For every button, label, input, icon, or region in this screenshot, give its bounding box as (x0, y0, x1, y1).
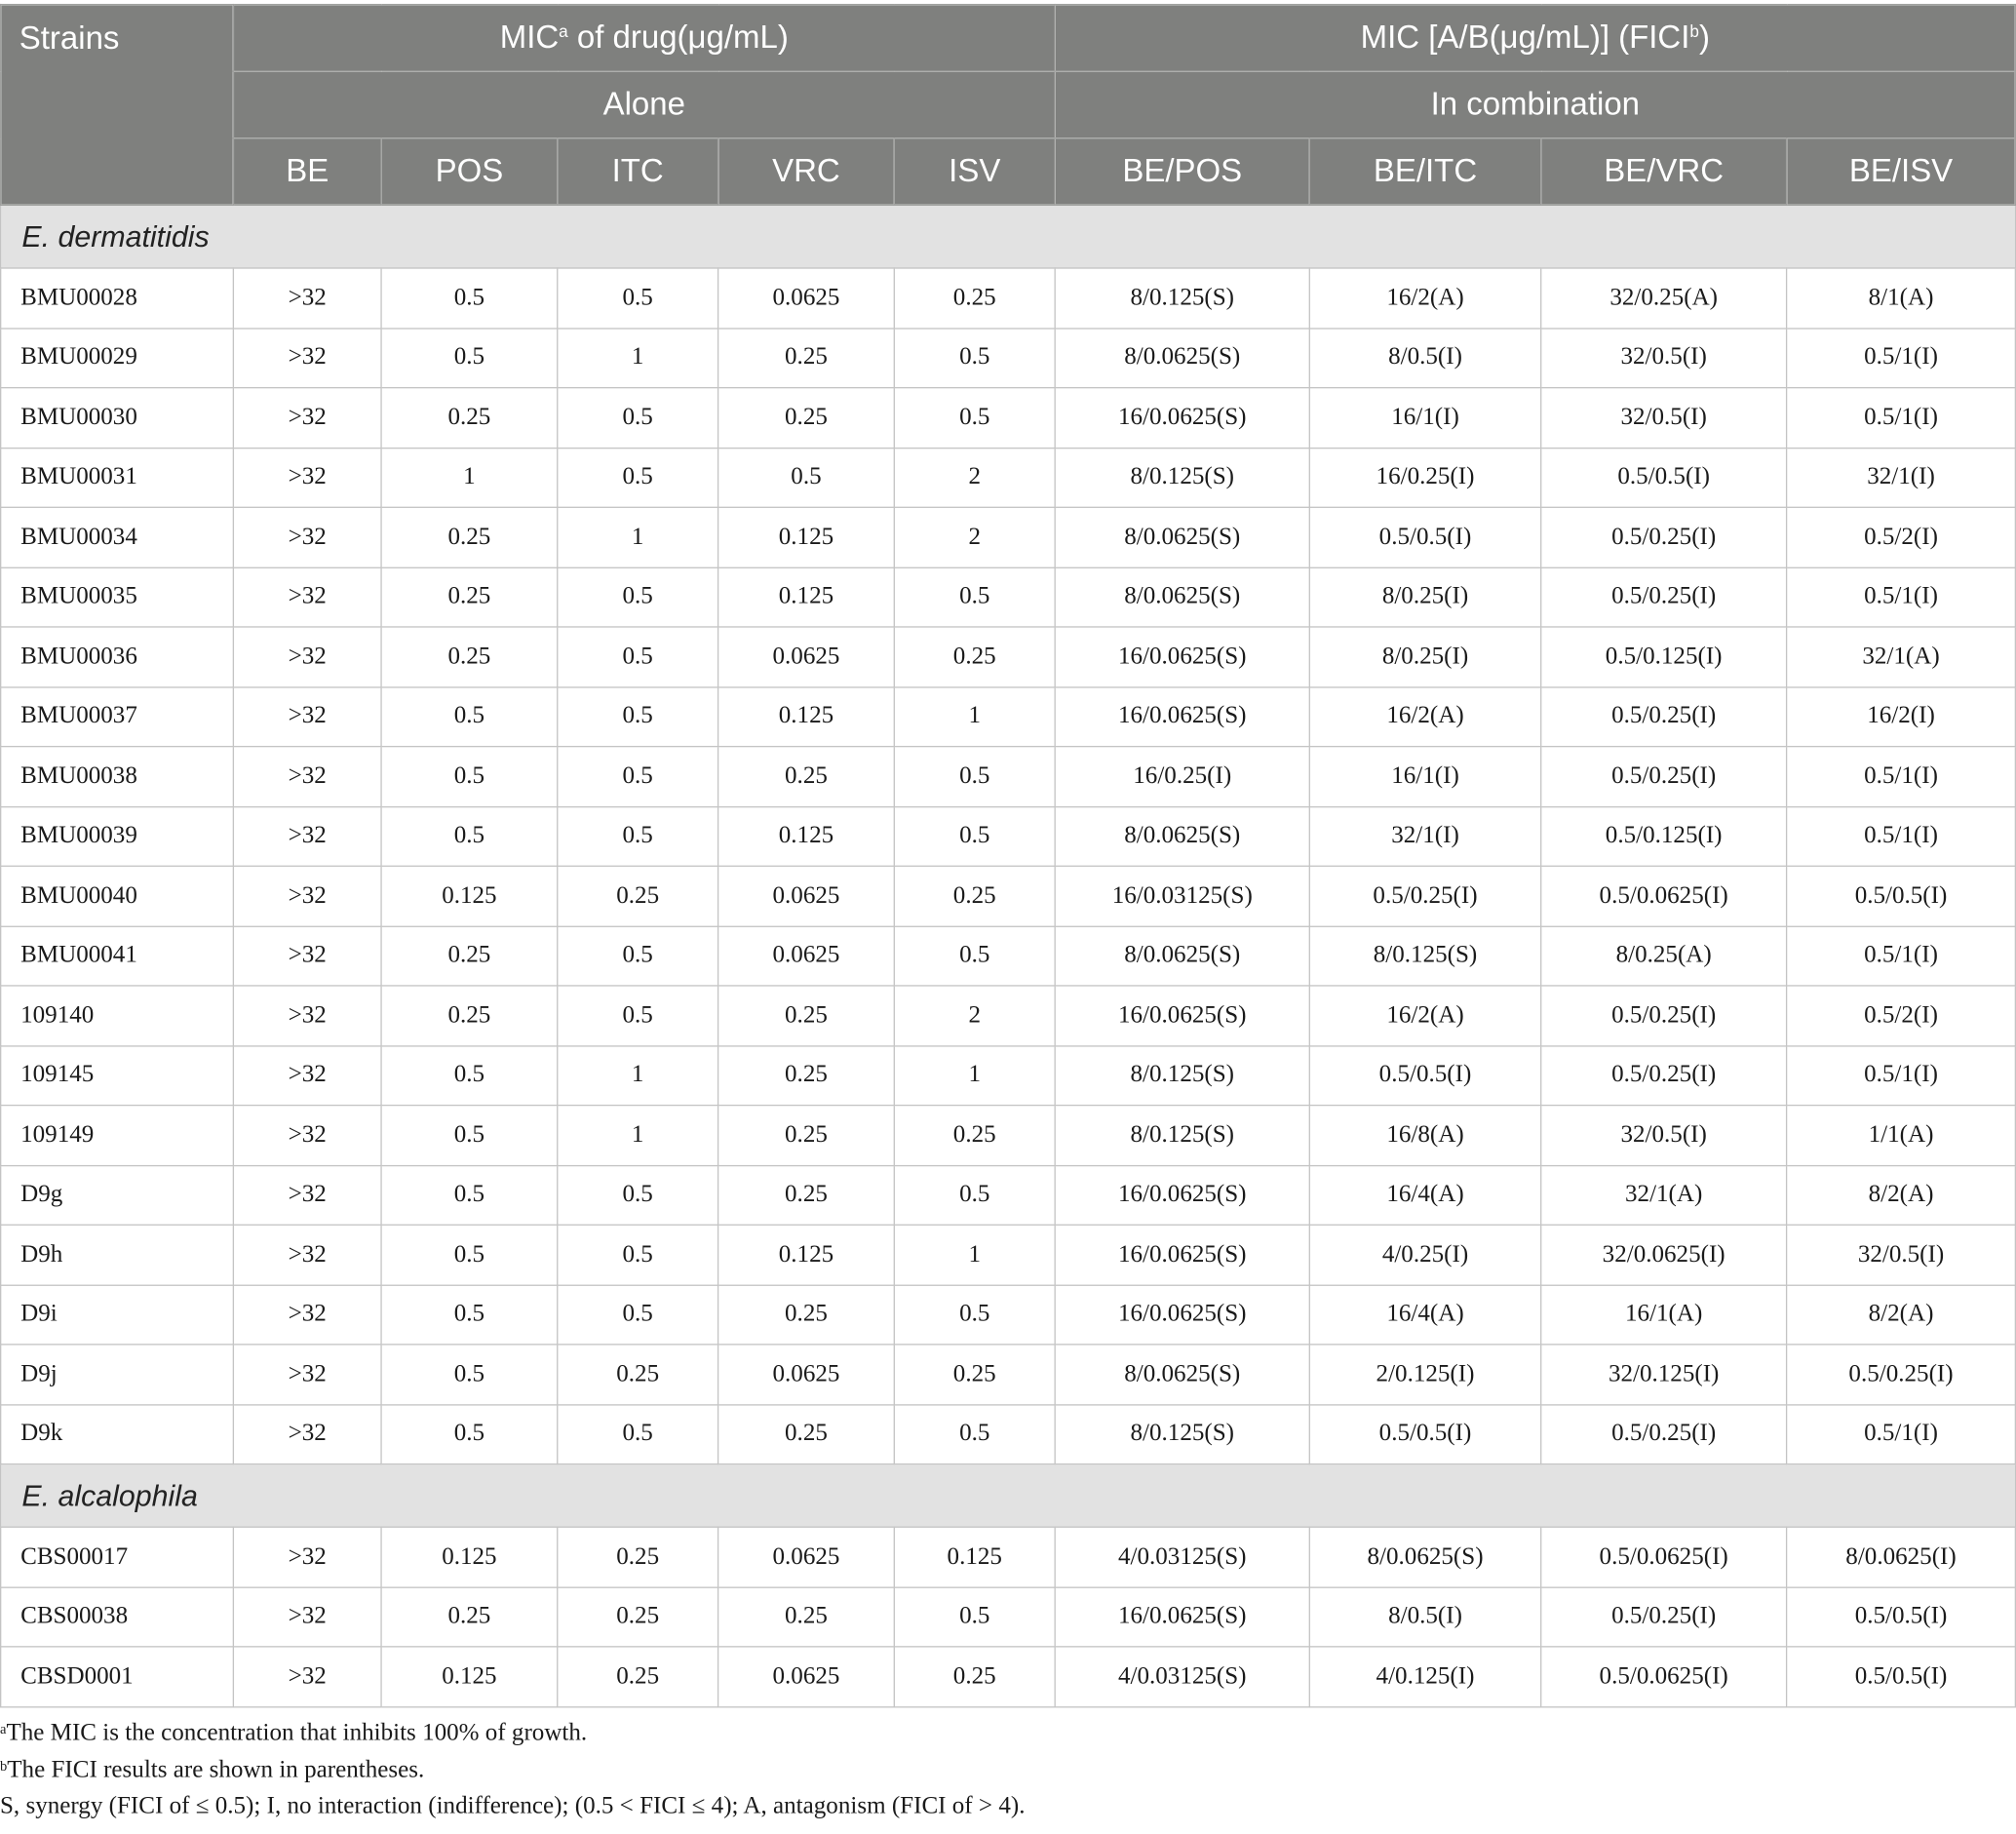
value-cell: 0.5/0.5(I) (1309, 1045, 1540, 1105)
value-cell: 8/0.125(S) (1055, 1404, 1309, 1463)
strain-cell: BMU00041 (1, 926, 234, 986)
value-cell: 0.25 (381, 507, 558, 566)
value-cell: 0.5/1(I) (1787, 388, 2016, 448)
footnote-b-text: The FICI results are shown in parentheses. (7, 1755, 425, 1783)
value-cell: 32/1(I) (1787, 448, 2016, 507)
value-cell: 0.25 (718, 1165, 895, 1225)
strain-cell: BMU00034 (1, 507, 234, 566)
value-cell: 0.5/0.125(I) (1541, 806, 1787, 866)
table-row (1, 1647, 2016, 1706)
value-cell: 0.25 (381, 388, 558, 448)
value-cell: 2 (894, 986, 1055, 1045)
value-cell: 16/2(A) (1309, 686, 1540, 746)
value-cell: 0.5 (894, 1404, 1055, 1463)
strain-cell: BMU00031 (1, 448, 234, 507)
value-cell: 0.5 (894, 806, 1055, 866)
value-cell: 0.5 (381, 1106, 558, 1165)
value-cell: >32 (233, 926, 381, 986)
value-cell: 0.5 (558, 986, 718, 1045)
value-cell: 32/0.5(I) (1541, 328, 1787, 387)
value-cell: 0.5 (558, 268, 718, 328)
value-cell: >32 (233, 1404, 381, 1463)
value-cell: 0.5 (381, 747, 558, 806)
value-cell: 4/0.25(I) (1309, 1225, 1540, 1284)
column-header: BE/ISV (1787, 138, 2016, 206)
value-cell: 0.5/0.25(I) (1541, 1404, 1787, 1463)
value-cell: 0.5 (558, 567, 718, 627)
value-cell: 0.5 (381, 1404, 558, 1463)
value-cell: 0.5/0.5(I) (1541, 448, 1787, 507)
footnote-a-mark: a (0, 1722, 7, 1737)
strain-cell: D9g (1, 1165, 234, 1225)
value-cell: 16/0.0625(S) (1055, 1587, 1309, 1647)
value-cell: 0.0625 (718, 1647, 895, 1706)
table-row (1, 448, 2016, 507)
value-cell: 0.5 (894, 567, 1055, 627)
value-cell: 0.5/0.25(I) (1787, 1345, 2016, 1404)
value-cell: 0.5 (558, 1225, 718, 1284)
value-cell: 0.5 (894, 1285, 1055, 1345)
value-cell: 0.125 (718, 806, 895, 866)
table-row (1, 1165, 2016, 1225)
strain-cell: CBS00038 (1, 1587, 234, 1647)
value-cell: 0.25 (718, 1106, 895, 1165)
value-cell: 0.0625 (718, 268, 895, 328)
value-cell: 0.5/0.125(I) (1541, 627, 1787, 686)
value-cell: 0.5/0.5(I) (1787, 1647, 2016, 1706)
value-cell: 8/1(A) (1787, 268, 2016, 328)
value-cell: 0.25 (894, 866, 1055, 925)
value-cell: 8/0.125(S) (1055, 1106, 1309, 1165)
value-cell: >32 (233, 268, 381, 328)
table-row (1, 1345, 2016, 1404)
column-header: ISV (894, 138, 1055, 206)
footnotes (0, 1715, 2016, 1825)
table-row (1, 507, 2016, 566)
value-cell: 0.25 (558, 1647, 718, 1706)
table-row (1, 1225, 2016, 1284)
group-label: E. alcalophila (1, 1464, 2016, 1528)
value-cell: 0.5 (381, 328, 558, 387)
value-cell: 0.25 (718, 328, 895, 387)
value-cell: 16/4(A) (1309, 1285, 1540, 1345)
mic-combo-header (1055, 5, 2015, 72)
value-cell: 16/0.03125(S) (1055, 866, 1309, 925)
value-cell: 0.5 (558, 686, 718, 746)
value-cell: 0.5/0.0625(I) (1541, 866, 1787, 925)
value-cell: 0.5 (894, 926, 1055, 986)
value-cell: 0.5 (558, 747, 718, 806)
column-header: BE/ITC (1309, 138, 1540, 206)
value-cell: 0.5 (894, 388, 1055, 448)
value-cell: 32/0.125(I) (1541, 1345, 1787, 1404)
value-cell: 2 (894, 507, 1055, 566)
value-cell: 0.5 (558, 926, 718, 986)
value-cell: >32 (233, 1045, 381, 1105)
value-cell: 0.25 (894, 627, 1055, 686)
value-cell: 0.5 (381, 268, 558, 328)
value-cell: 16/1(I) (1309, 747, 1540, 806)
table-row (1, 866, 2016, 925)
strain-cell: BMU00040 (1, 866, 234, 925)
value-cell: 8/0.0625(S) (1055, 806, 1309, 866)
mic-suffix: of drug(μg/mL) (567, 19, 789, 56)
strain-cell: 109145 (1, 1045, 234, 1105)
table-body (1, 205, 2016, 1706)
value-cell: 0.25 (381, 926, 558, 986)
value-cell: 0.0625 (718, 926, 895, 986)
value-cell: 32/0.5(I) (1787, 1225, 2016, 1284)
value-cell: 0.25 (894, 1106, 1055, 1165)
value-cell: 32/0.5(I) (1541, 388, 1787, 448)
footnote-b (0, 1752, 2016, 1789)
value-cell: >32 (233, 686, 381, 746)
value-cell: 16/2(A) (1309, 986, 1540, 1045)
value-cell: 0.25 (381, 986, 558, 1045)
strains-header: Strains (1, 5, 234, 206)
table-row (1, 1106, 2016, 1165)
value-cell: 0.25 (894, 1647, 1055, 1706)
value-cell: 0.5 (558, 627, 718, 686)
value-cell: >32 (233, 1285, 381, 1345)
strain-cell: BMU00028 (1, 268, 234, 328)
footnote-a-text: The MIC is the concentration that inhibits 100% of growth. (6, 1719, 588, 1747)
value-cell: 16/0.0625(S) (1055, 388, 1309, 448)
value-cell: 0.5 (381, 1225, 558, 1284)
value-cell: >32 (233, 986, 381, 1045)
value-cell: 8/0.0625(I) (1787, 1527, 2016, 1586)
value-cell: >32 (233, 328, 381, 387)
mic-superscript: a (559, 21, 568, 42)
value-cell: 16/0.0625(S) (1055, 627, 1309, 686)
column-header: BE (233, 138, 381, 206)
value-cell: 0.25 (718, 747, 895, 806)
table-row (1, 686, 2016, 746)
value-cell: 0.0625 (718, 1345, 895, 1404)
value-cell: 0.25 (894, 1345, 1055, 1404)
value-cell: 0.5 (381, 1285, 558, 1345)
value-cell: 0.5/2(I) (1787, 507, 2016, 566)
value-cell: 16/4(A) (1309, 1165, 1540, 1225)
value-cell: 0.5 (718, 448, 895, 507)
table-row (1, 1404, 2016, 1463)
value-cell: 16/0.25(I) (1055, 747, 1309, 806)
value-cell: 2 (894, 448, 1055, 507)
value-cell: 0.125 (381, 1527, 558, 1586)
strain-cell: D9j (1, 1345, 234, 1404)
strain-cell: D9i (1, 1285, 234, 1345)
value-cell: 16/2(A) (1309, 268, 1540, 328)
value-cell: 32/1(A) (1787, 627, 2016, 686)
value-cell: 0.5 (558, 1165, 718, 1225)
value-cell: 0.5 (558, 388, 718, 448)
value-cell: 0.5/0.25(I) (1541, 567, 1787, 627)
value-cell: 0.25 (718, 1045, 895, 1105)
value-cell: 0.0625 (718, 1527, 895, 1586)
value-cell: >32 (233, 1106, 381, 1165)
strain-cell: BMU00036 (1, 627, 234, 686)
value-cell: 0.5/1(I) (1787, 1404, 2016, 1463)
combo-prefix: MIC [A/B(μg/mL)] (FICI (1360, 19, 1690, 56)
group-row (1, 1464, 2016, 1528)
table-row (1, 567, 2016, 627)
footnote-b-mark: b (0, 1758, 8, 1775)
table-row (1, 926, 2016, 986)
table-row (1, 1285, 2016, 1345)
strain-cell: 109140 (1, 986, 234, 1045)
value-cell: 8/0.5(I) (1309, 1587, 1540, 1647)
table-header (1, 5, 2016, 206)
strain-cell: BMU00035 (1, 567, 234, 627)
value-cell: 0.5/1(I) (1787, 1045, 2016, 1105)
table-row (1, 747, 2016, 806)
value-cell: 32/1(A) (1541, 1165, 1787, 1225)
value-cell: 0.5 (558, 806, 718, 866)
value-cell: 0.5/0.25(I) (1541, 1587, 1787, 1647)
value-cell: >32 (233, 1527, 381, 1586)
value-cell: 0.5 (558, 448, 718, 507)
value-cell: 0.5/0.25(I) (1541, 1045, 1787, 1105)
group-label: E. dermatitidis (1, 205, 2016, 268)
value-cell: 16/0.0625(S) (1055, 686, 1309, 746)
value-cell: 16/0.0625(S) (1055, 986, 1309, 1045)
value-cell: 8/0.0625(S) (1055, 1345, 1309, 1404)
value-cell: 16/0.0625(S) (1055, 1225, 1309, 1284)
value-cell: 0.5 (558, 1404, 718, 1463)
value-cell: 0.5 (381, 1045, 558, 1105)
value-cell: 0.5/1(I) (1787, 567, 2016, 627)
value-cell: 0.5/0.0625(I) (1541, 1527, 1787, 1586)
strain-cell: D9h (1, 1225, 234, 1284)
value-cell: 0.25 (718, 1404, 895, 1463)
value-cell: 16/0.25(I) (1309, 448, 1540, 507)
value-cell: 1/1(A) (1787, 1106, 2016, 1165)
table-row (1, 268, 2016, 328)
strain-cell: BMU00039 (1, 806, 234, 866)
table-row (1, 986, 2016, 1045)
value-cell: 32/1(I) (1309, 806, 1540, 866)
value-cell: 8/0.25(I) (1309, 567, 1540, 627)
value-cell: 0.5/0.25(I) (1541, 986, 1787, 1045)
value-cell: 0.5 (381, 806, 558, 866)
value-cell: >32 (233, 747, 381, 806)
value-cell: 0.25 (718, 388, 895, 448)
strain-cell: BMU00030 (1, 388, 234, 448)
value-cell: 0.5/0.25(I) (1541, 507, 1787, 566)
value-cell: 8/2(A) (1787, 1165, 2016, 1225)
value-cell: 1 (894, 1225, 1055, 1284)
value-cell: 4/0.03125(S) (1055, 1647, 1309, 1706)
value-cell: 0.5/0.0625(I) (1541, 1647, 1787, 1706)
value-cell: 0.25 (558, 1527, 718, 1586)
value-cell: 8/0.5(I) (1309, 328, 1540, 387)
value-cell: 2/0.125(I) (1309, 1345, 1540, 1404)
value-cell: 1 (558, 507, 718, 566)
value-cell: 0.125 (381, 1647, 558, 1706)
value-cell: >32 (233, 388, 381, 448)
value-cell: 0.5 (894, 328, 1055, 387)
combo-superscript: b (1689, 21, 1699, 42)
value-cell: 8/0.0625(S) (1055, 507, 1309, 566)
value-cell: >32 (233, 507, 381, 566)
value-cell: 8/0.0625(S) (1055, 926, 1309, 986)
mic-alone-header (233, 5, 1055, 72)
table-row (1, 1587, 2016, 1647)
value-cell: 0.0625 (718, 627, 895, 686)
value-cell: 0.5/0.5(I) (1787, 1587, 2016, 1647)
strain-cell: BMU00037 (1, 686, 234, 746)
table-row (1, 1527, 2016, 1586)
column-header: BE/VRC (1541, 138, 1787, 206)
mic-prefix: MIC (499, 19, 560, 56)
value-cell: 0.125 (718, 507, 895, 566)
combo-suffix: ) (1698, 19, 1710, 56)
value-cell: 0.5 (381, 1345, 558, 1404)
footnote-a (0, 1715, 2016, 1752)
value-cell: >32 (233, 1587, 381, 1647)
value-cell: 0.5 (381, 1165, 558, 1225)
value-cell: 0.5/1(I) (1787, 806, 2016, 866)
value-cell: 0.5/2(I) (1787, 986, 2016, 1045)
value-cell: 8/0.0625(S) (1055, 328, 1309, 387)
table-row (1, 806, 2016, 866)
value-cell: 0.0625 (718, 866, 895, 925)
value-cell: 0.25 (718, 986, 895, 1045)
value-cell: 0.5 (894, 1587, 1055, 1647)
value-cell: >32 (233, 1647, 381, 1706)
strain-cell: BMU00029 (1, 328, 234, 387)
value-cell: 1 (381, 448, 558, 507)
value-cell: 0.5/0.5(I) (1787, 866, 2016, 925)
value-cell: 8/0.25(A) (1541, 926, 1787, 986)
value-cell: 0.5 (558, 1285, 718, 1345)
strain-cell: CBS00017 (1, 1527, 234, 1586)
value-cell: 0.5 (894, 747, 1055, 806)
value-cell: 0.25 (381, 1587, 558, 1647)
footnote-legend: S, synergy (FICI of ≤ 0.5); I, no interaction (indifference); (0.5 < FICI ≤ 4); A, antagonism (FICI of > 4). (0, 1792, 1026, 1820)
value-cell: 0.25 (381, 567, 558, 627)
alone-header: Alone (233, 71, 1055, 138)
table-row (1, 1045, 2016, 1105)
column-header: ITC (558, 138, 718, 206)
value-cell: 1 (894, 686, 1055, 746)
value-cell: 0.125 (718, 1225, 895, 1284)
value-cell: >32 (233, 1345, 381, 1404)
value-cell: 0.5/1(I) (1787, 747, 2016, 806)
in-combination-header: In combination (1055, 71, 2015, 138)
value-cell: 8/0.125(S) (1055, 448, 1309, 507)
value-cell: 16/0.0625(S) (1055, 1165, 1309, 1225)
value-cell: 8/0.0625(S) (1055, 567, 1309, 627)
table-row (1, 388, 2016, 448)
column-header: BE/POS (1055, 138, 1309, 206)
value-cell: 32/0.5(I) (1541, 1106, 1787, 1165)
value-cell: >32 (233, 1165, 381, 1225)
value-cell: 0.25 (718, 1285, 895, 1345)
column-header: VRC (718, 138, 895, 206)
value-cell: 8/2(A) (1787, 1285, 2016, 1345)
value-cell: 1 (894, 1045, 1055, 1105)
table-row (1, 627, 2016, 686)
value-cell: 16/1(I) (1309, 388, 1540, 448)
value-cell: 0.5/0.5(I) (1309, 1404, 1540, 1463)
value-cell: 1 (558, 1106, 718, 1165)
value-cell: 0.125 (718, 686, 895, 746)
value-cell: 0.5/0.25(I) (1309, 866, 1540, 925)
value-cell: 4/0.125(I) (1309, 1647, 1540, 1706)
value-cell: >32 (233, 627, 381, 686)
value-cell: 8/0.125(S) (1309, 926, 1540, 986)
value-cell: >32 (233, 1225, 381, 1284)
value-cell: 0.125 (894, 1527, 1055, 1586)
value-cell: 8/0.125(S) (1055, 268, 1309, 328)
value-cell: 8/0.25(I) (1309, 627, 1540, 686)
value-cell: 4/0.03125(S) (1055, 1527, 1309, 1586)
strain-cell: CBSD0001 (1, 1647, 234, 1706)
value-cell: 0.5/1(I) (1787, 926, 2016, 986)
value-cell: 16/8(A) (1309, 1106, 1540, 1165)
value-cell: 32/0.25(A) (1541, 268, 1787, 328)
value-cell: 0.25 (558, 1345, 718, 1404)
value-cell: 0.25 (381, 627, 558, 686)
value-cell: 0.5/0.25(I) (1541, 747, 1787, 806)
column-header: POS (381, 138, 558, 206)
value-cell: 0.25 (894, 268, 1055, 328)
value-cell: 16/0.0625(S) (1055, 1285, 1309, 1345)
value-cell: 0.5 (894, 1165, 1055, 1225)
table-row (1, 328, 2016, 387)
value-cell: 1 (558, 328, 718, 387)
value-cell: 0.5/0.25(I) (1541, 686, 1787, 746)
value-cell: 1 (558, 1045, 718, 1105)
strain-cell: 109149 (1, 1106, 234, 1165)
value-cell: >32 (233, 448, 381, 507)
value-cell: 8/0.0625(S) (1309, 1527, 1540, 1586)
value-cell: 0.125 (381, 866, 558, 925)
group-row (1, 205, 2016, 268)
value-cell: 16/2(I) (1787, 686, 2016, 746)
value-cell: 0.5/0.5(I) (1309, 507, 1540, 566)
value-cell: 8/0.125(S) (1055, 1045, 1309, 1105)
value-cell: 0.25 (718, 1587, 895, 1647)
value-cell: 32/0.0625(I) (1541, 1225, 1787, 1284)
mic-table (0, 4, 2016, 1707)
value-cell: 0.5/1(I) (1787, 328, 2016, 387)
value-cell: >32 (233, 806, 381, 866)
strain-cell: D9k (1, 1404, 234, 1463)
value-cell: >32 (233, 866, 381, 925)
value-cell: 16/1(A) (1541, 1285, 1787, 1345)
value-cell: 0.25 (558, 866, 718, 925)
value-cell: 0.5 (381, 686, 558, 746)
value-cell: 0.125 (718, 567, 895, 627)
value-cell: >32 (233, 567, 381, 627)
strain-cell: BMU00038 (1, 747, 234, 806)
value-cell: 0.25 (558, 1587, 718, 1647)
